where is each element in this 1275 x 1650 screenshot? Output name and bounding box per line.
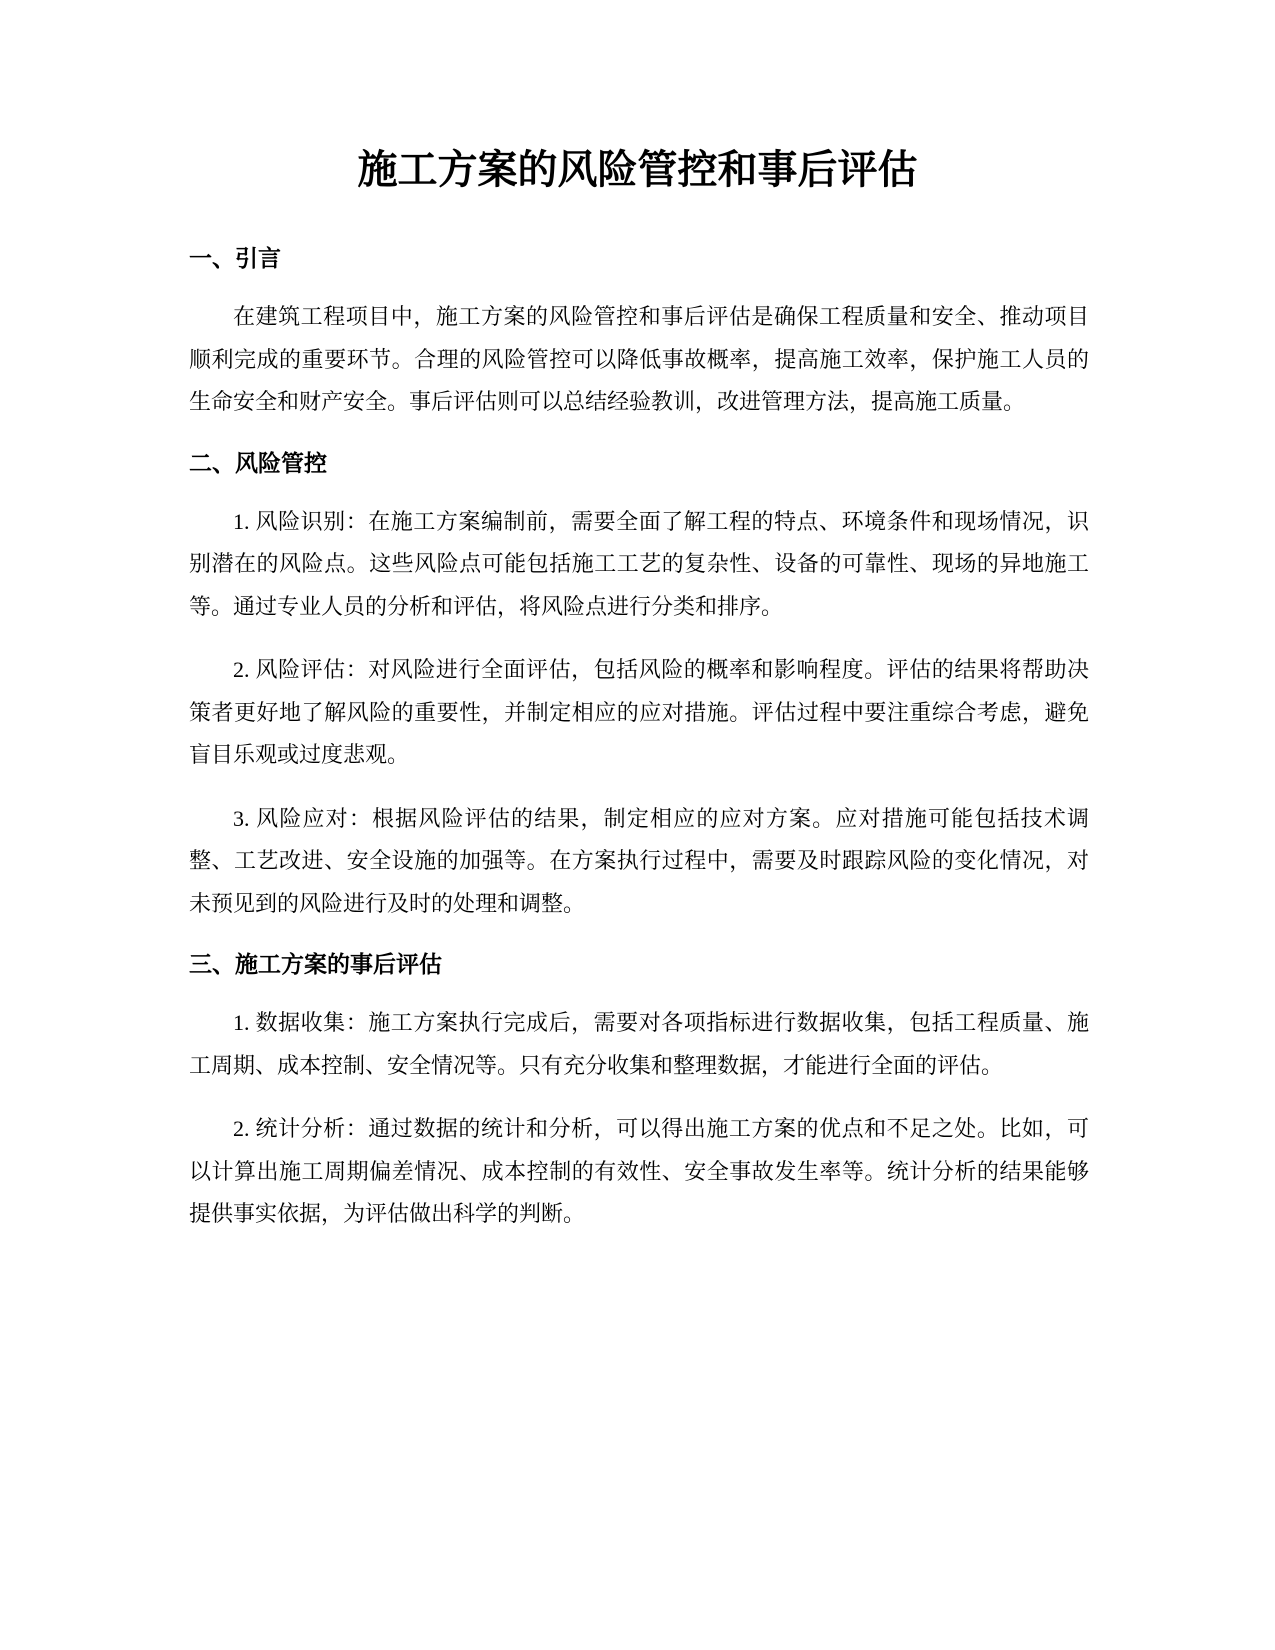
section-heading: 二、风险管控 (189, 450, 327, 477)
document-title: 施工方案的风险管控和事后评估 (357, 147, 918, 193)
paragraph: 在建筑工程项目中，施工方案的风险管控和事后评估是确保工程质量和安全、推动项目顺利完成的重要环节。合理的风险管控可以降低事故概率，提高施工效率，保护施工人员的生命安全和财产安全。事后评估则可以总结经验教训，改进管理方法，提高施工质量。 (189, 304, 1089, 414)
section-introduction (189, 240, 1089, 424)
section-post-evaluation (189, 946, 1089, 1236)
paragraph: 2. 风险评估：对风险进行全面评估，包括风险的概率和影响程度。评估的结果将帮助决策者更好地了解风险的重要性，并制定相应的应对措施。评估过程中要注重综合考虑，避免盲目乐观或过度悲观。 (189, 657, 1089, 767)
section-risk-control (189, 445, 1089, 926)
paragraph: 2. 统计分析：通过数据的统计和分析，可以得出施工方案的优点和不足之处。比如，可以计算出施工周期偏差情况、成本控制的有效性、安全事故发生率等。统计分析的结果能够提供事实依据，为评估做出科学的判断。 (189, 1116, 1089, 1226)
document-body (189, 240, 1089, 1257)
paragraph: 1. 风险识别：在施工方案编制前，需要全面了解工程的特点、环境条件和现场情况，识别潜在的风险点。这些风险点可能包括施工工艺的复杂性、设备的可靠性、现场的异地施工等。通过专业人员的分析和评估，将风险点进行分类和排序。 (189, 508, 1089, 619)
section-heading: 三、施工方案的事后评估 (189, 952, 442, 978)
section-heading: 一、引言 (189, 246, 281, 272)
paragraph: 3. 风险应对：根据风险评估的结果，制定相应的应对方案。应对措施可能包括技术调整、工艺改进、安全设施的加强等。在方案执行过程中，需要及时跟踪风险的变化情况，对未预见到的风险进行及时的处理和调整。 (189, 805, 1089, 916)
paragraph: 1. 数据收集：施工方案执行完成后，需要对各项指标进行数据收集，包括工程质量、施工周期、成本控制、安全情况等。只有充分收集和整理数据，才能进行全面的评估。 (189, 1010, 1089, 1078)
